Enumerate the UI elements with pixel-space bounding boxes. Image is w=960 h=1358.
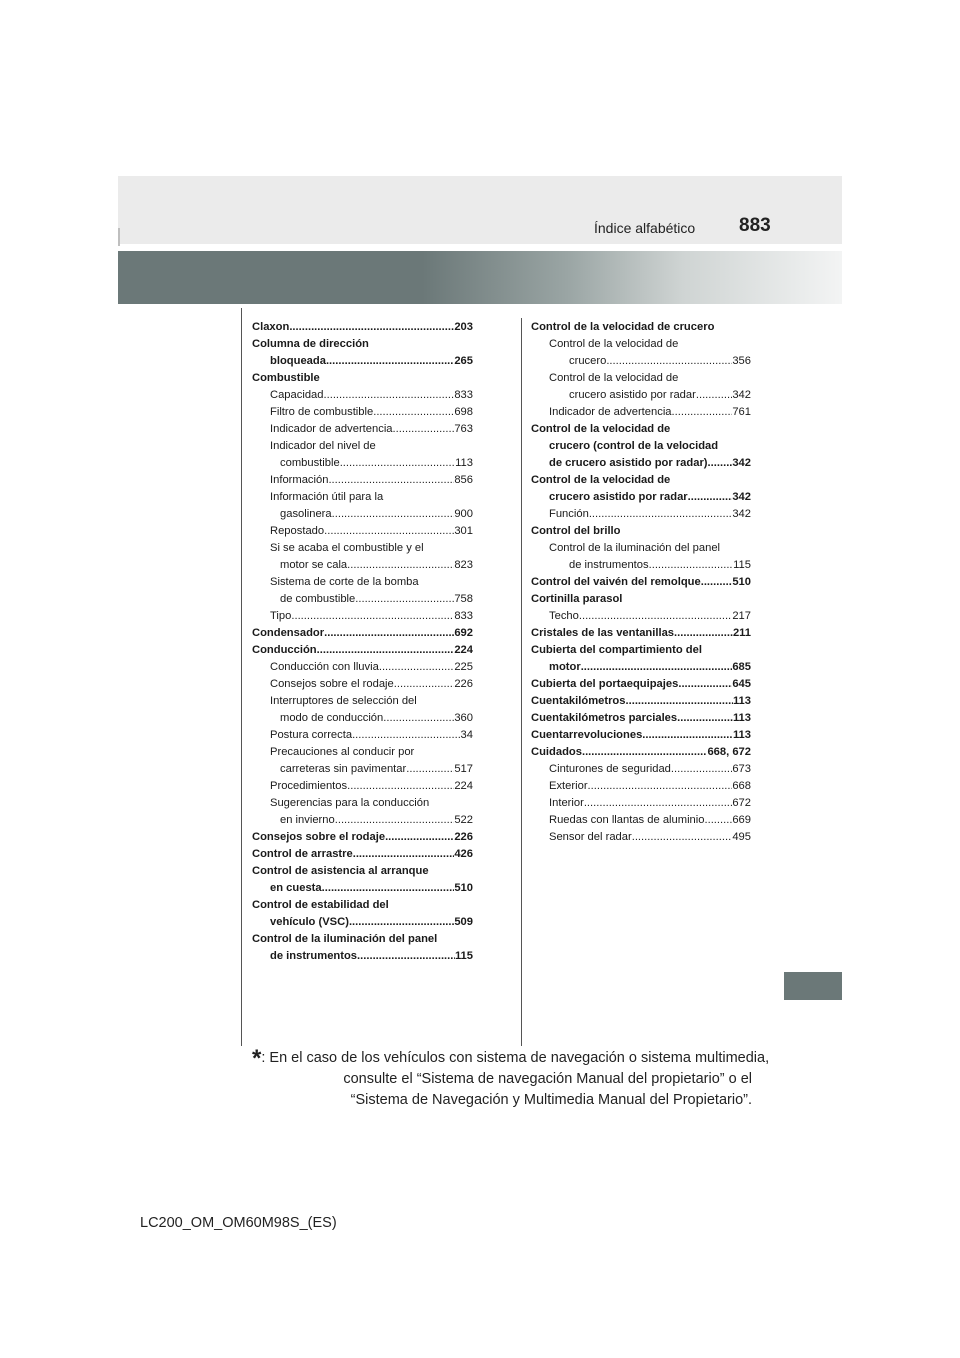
index-entry — [531, 455, 751, 472]
entry-page-number: 115 — [454, 950, 473, 962]
index-heading: Control del brillo — [531, 525, 621, 537]
index-entry — [531, 404, 751, 421]
entry-page-number: 517 — [454, 763, 473, 775]
entry-term: Techo — [549, 610, 579, 622]
entry-page-number: 509 — [454, 916, 473, 928]
entry-page-number: 224 — [454, 780, 473, 792]
entry-term: Sensor del radar — [549, 831, 632, 843]
index-entry — [531, 557, 751, 574]
index-entry — [252, 557, 473, 574]
entry-page-number: 673 — [732, 763, 751, 775]
entry-term: Cinturones de seguridad — [549, 763, 671, 775]
footnote-asterisk: * — [252, 1045, 262, 1072]
entry-page-number: 113 — [455, 457, 473, 469]
index-entry — [531, 659, 751, 676]
leader-dots — [626, 693, 733, 710]
index-heading: Cubierta del compartimiento del — [531, 644, 702, 656]
index-heading: Control de la velocidad de — [531, 423, 671, 435]
entry-term: Tipo — [270, 610, 292, 622]
leader-dots — [349, 914, 454, 931]
entry-page-number: 301 — [454, 525, 473, 537]
leader-dots — [322, 880, 455, 897]
entry-page-number: 668 — [732, 780, 751, 792]
entry-term: motor — [549, 661, 581, 673]
entry-page-number: 685 — [732, 661, 751, 673]
entry-term: Interior — [549, 797, 584, 809]
entry-term: modo de conducción — [280, 712, 384, 724]
entry-term: Cuentarrevoluciones — [531, 729, 643, 741]
index-entry — [252, 472, 473, 489]
leader-dots — [289, 319, 454, 336]
entry-term: de combustible — [280, 593, 356, 605]
index-column-right — [531, 319, 751, 846]
index-heading: Información útil para la — [270, 491, 384, 503]
column-rule-left — [241, 308, 242, 1046]
leader-dots — [324, 625, 454, 642]
entry-page-number: 426 — [454, 848, 473, 860]
entry-term: crucero — [569, 355, 607, 367]
index-entry — [252, 659, 473, 676]
entry-page-number: 833 — [454, 610, 473, 622]
leader-dots — [642, 727, 733, 744]
document-code: LC200_OM_OM60M98S_(ES) — [140, 1215, 337, 1231]
index-entry — [531, 676, 751, 693]
entry-term: Control de arrastre — [252, 848, 353, 860]
entry-term: Indicador de advertencia — [270, 423, 393, 435]
index-entry — [531, 795, 751, 812]
index-heading: Precauciones al conducir por — [270, 746, 415, 758]
entry-page-number: 510 — [732, 576, 751, 588]
index-column-left — [252, 319, 473, 965]
entry-term: motor se cala — [280, 559, 348, 571]
footnote-line-2: consulte el “Sistema de navegación Manual del propietario” o el — [343, 1071, 752, 1087]
leader-dots — [347, 557, 454, 574]
index-heading: Control de asistencia al arranque — [252, 865, 429, 877]
leader-dots — [704, 812, 732, 829]
entry-page-number: 758 — [454, 593, 473, 605]
index-heading: crucero (control de la velocidad — [549, 440, 719, 452]
entry-term: carreteras sin pavimentar — [280, 763, 407, 775]
leader-dots — [332, 506, 455, 523]
index-entry — [531, 574, 751, 591]
entry-page-number: 265 — [454, 355, 473, 367]
index-entry — [252, 710, 473, 727]
entry-page-number: 698 — [454, 406, 473, 418]
index-entry — [252, 421, 473, 438]
entry-term: de crucero asistido por radar) — [549, 457, 708, 469]
leader-dots — [406, 761, 454, 778]
index-entry — [531, 727, 751, 744]
entry-term: Conducción con lluvia — [270, 661, 379, 673]
entry-term: Indicador de advertencia — [549, 406, 672, 418]
entry-term: Cuentakilómetros parciales — [531, 712, 678, 724]
entry-term: vehículo (VSC) — [270, 916, 349, 928]
entry-term: Consejos sobre el rodaje — [270, 678, 394, 690]
entry-term: combustible — [280, 457, 340, 469]
footnote-line-3: “Sistema de Navegación y Multimedia Manual del Propietario”. — [350, 1092, 752, 1108]
index-heading: Columna de dirección — [252, 338, 369, 350]
index-entry — [252, 625, 473, 642]
index-heading: Control de la iluminación del panel — [252, 933, 438, 945]
index-entry — [531, 761, 751, 778]
index-entry — [252, 642, 473, 659]
leader-dots — [357, 948, 455, 965]
entry-page-number: 34 — [460, 729, 473, 741]
leader-dots — [582, 744, 707, 761]
entry-page-number: 115 — [733, 559, 751, 571]
page-header — [118, 176, 842, 244]
leader-dots — [335, 812, 455, 829]
index-entry — [531, 387, 751, 404]
index-heading: Sistema de corte de la bomba — [270, 576, 419, 588]
index-heading: Interruptores de selección del — [270, 695, 417, 707]
entry-term: Procedimientos — [270, 780, 348, 792]
index-entry — [252, 761, 473, 778]
index-entry — [252, 319, 473, 336]
entry-term: Cubierta del portaequipajes — [531, 678, 679, 690]
footnote-line-1: : En el caso de los vehículos con sistema de navegación o sistema multimedia, — [261, 1050, 770, 1066]
entry-page-number: 672 — [732, 797, 751, 809]
leader-dots — [291, 608, 454, 625]
leader-dots — [581, 659, 733, 676]
entry-term: Cristales de las ventanillas — [531, 627, 675, 639]
index-entry — [252, 353, 473, 370]
index-entry — [531, 693, 751, 710]
index-entry — [531, 625, 751, 642]
entry-page-number: 217 — [732, 610, 751, 622]
entry-page-number: 342 — [732, 491, 751, 503]
entry-term: crucero asistido por radar — [549, 491, 688, 503]
leader-dots — [373, 404, 454, 421]
leader-dots — [340, 455, 455, 472]
entry-term: Filtro de combustible — [270, 406, 374, 418]
leader-dots — [324, 387, 455, 404]
leader-dots — [326, 353, 454, 370]
leader-dots — [678, 676, 732, 693]
entry-page-number: 668, 672 — [707, 746, 751, 758]
leader-dots — [324, 523, 454, 540]
index-heading: Si se acaba el combustible y el — [270, 542, 424, 554]
entry-term: Consejos sobre el rodaje — [252, 831, 386, 843]
leader-dots — [379, 659, 454, 676]
index-entry — [531, 812, 751, 829]
index-heading: Combustible — [252, 372, 320, 384]
leader-dots — [383, 710, 454, 727]
leader-dots — [677, 710, 733, 727]
index-entry — [531, 608, 751, 625]
entry-term: bloqueada — [270, 355, 326, 367]
leader-dots — [355, 591, 454, 608]
leader-dots — [671, 761, 732, 778]
entry-page-number: 510 — [454, 882, 473, 894]
index-entry — [252, 812, 473, 829]
chapter-tab — [784, 972, 842, 1000]
leader-dots — [589, 506, 733, 523]
entry-page-number: 113 — [732, 695, 751, 707]
entry-page-number: 823 — [454, 559, 473, 571]
entry-term: Postura correcta — [270, 729, 353, 741]
entry-term: Control del vaivén del remolque — [531, 576, 701, 588]
leader-dots — [688, 489, 733, 506]
entry-term: crucero asistido por radar — [569, 389, 696, 401]
leader-dots — [328, 472, 454, 489]
index-entry — [252, 727, 473, 744]
entry-term: Cuidados — [531, 746, 582, 758]
index-entry — [531, 829, 751, 846]
entry-page-number: 226 — [454, 831, 473, 843]
index-entry — [252, 387, 473, 404]
entry-term: Función — [549, 508, 589, 520]
index-entry — [252, 676, 473, 693]
entry-page-number: 645 — [732, 678, 751, 690]
leader-dots — [674, 625, 733, 642]
index-entry — [531, 489, 751, 506]
leader-dots — [353, 846, 455, 863]
entry-page-number: 342 — [732, 389, 751, 401]
leader-dots — [708, 455, 733, 472]
index-entry — [252, 846, 473, 863]
index-heading: Control de estabilidad del — [252, 899, 389, 911]
entry-term: Ruedas con llantas de aluminio — [549, 814, 705, 826]
header-banner — [118, 251, 842, 304]
entry-term: Información — [270, 474, 329, 486]
index-entry — [531, 710, 751, 727]
leader-dots — [696, 387, 732, 404]
leader-dots — [588, 778, 733, 795]
entry-term: Cuentakilómetros — [531, 695, 626, 707]
leader-dots — [606, 353, 732, 370]
entry-term: Condensador — [252, 627, 325, 639]
entry-page-number: 900 — [454, 508, 473, 520]
entry-term: en invierno — [280, 814, 335, 826]
entry-page-number: 211 — [732, 627, 751, 639]
column-rule-middle — [521, 318, 522, 1046]
header-marker — [118, 228, 120, 246]
page-number: 883 — [739, 215, 771, 236]
entry-page-number: 113 — [732, 712, 751, 724]
entry-page-number: 761 — [732, 406, 751, 418]
entry-page-number: 226 — [454, 678, 473, 690]
entry-term: Claxon — [252, 321, 290, 333]
index-heading: Control de la velocidad de crucero — [531, 321, 715, 333]
index-entry — [531, 506, 751, 523]
index-heading: Indicador del nivel de — [270, 440, 376, 452]
entry-term: Conducción — [252, 644, 317, 656]
leader-dots — [317, 642, 455, 659]
index-entry — [252, 829, 473, 846]
leader-dots — [649, 557, 734, 574]
entry-page-number: 225 — [454, 661, 473, 673]
index-heading: Sugerencias para la conducción — [270, 797, 430, 809]
entry-term: de instrumentos — [569, 559, 649, 571]
entry-page-number: 669 — [732, 814, 751, 826]
entry-page-number: 495 — [732, 831, 751, 843]
entry-term: de instrumentos — [270, 950, 358, 962]
index-entry — [252, 523, 473, 540]
entry-page-number: 763 — [454, 423, 473, 435]
entry-page-number: 356 — [732, 355, 751, 367]
index-entry — [531, 744, 751, 761]
index-heading: Cortinilla parasol — [531, 593, 623, 605]
index-entry — [252, 778, 473, 795]
leader-dots — [632, 829, 733, 846]
entry-page-number: 833 — [454, 389, 473, 401]
index-heading: Control de la velocidad de — [531, 474, 671, 486]
leader-dots — [347, 778, 454, 795]
entry-page-number: 203 — [454, 321, 473, 333]
entry-page-number: 342 — [732, 457, 751, 469]
index-entry — [531, 353, 751, 370]
index-entry — [252, 880, 473, 897]
entry-page-number: 856 — [454, 474, 473, 486]
leader-dots — [394, 676, 455, 693]
index-heading: Control de la velocidad de — [549, 338, 679, 350]
entry-page-number: 342 — [732, 508, 751, 520]
entry-term: Capacidad — [270, 389, 324, 401]
index-heading: Control de la iluminación del panel — [549, 542, 721, 554]
leader-dots — [579, 608, 732, 625]
index-heading: Control de la velocidad de — [549, 372, 679, 384]
index-entry — [252, 914, 473, 931]
entry-page-number: 113 — [732, 729, 751, 741]
index-entry — [252, 506, 473, 523]
index-entry — [252, 455, 473, 472]
footnote — [252, 1045, 770, 1111]
entry-page-number: 224 — [454, 644, 473, 656]
entry-page-number: 360 — [454, 712, 473, 724]
entry-page-number: 522 — [454, 814, 473, 826]
leader-dots — [385, 829, 454, 846]
entry-term: Exterior — [549, 780, 588, 792]
index-entry — [252, 948, 473, 965]
leader-dots — [584, 795, 733, 812]
index-entry — [252, 404, 473, 421]
leader-dots — [352, 727, 460, 744]
entry-page-number: 692 — [454, 627, 473, 639]
index-entry — [531, 778, 751, 795]
leader-dots — [393, 421, 455, 438]
leader-dots — [672, 404, 733, 421]
section-title: Índice alfabético — [594, 220, 696, 236]
entry-term: en cuesta — [270, 882, 322, 894]
entry-term: Repostado — [270, 525, 325, 537]
index-entry — [252, 591, 473, 608]
leader-dots — [701, 574, 733, 591]
entry-term: gasolinera — [280, 508, 332, 520]
index-entry — [252, 608, 473, 625]
